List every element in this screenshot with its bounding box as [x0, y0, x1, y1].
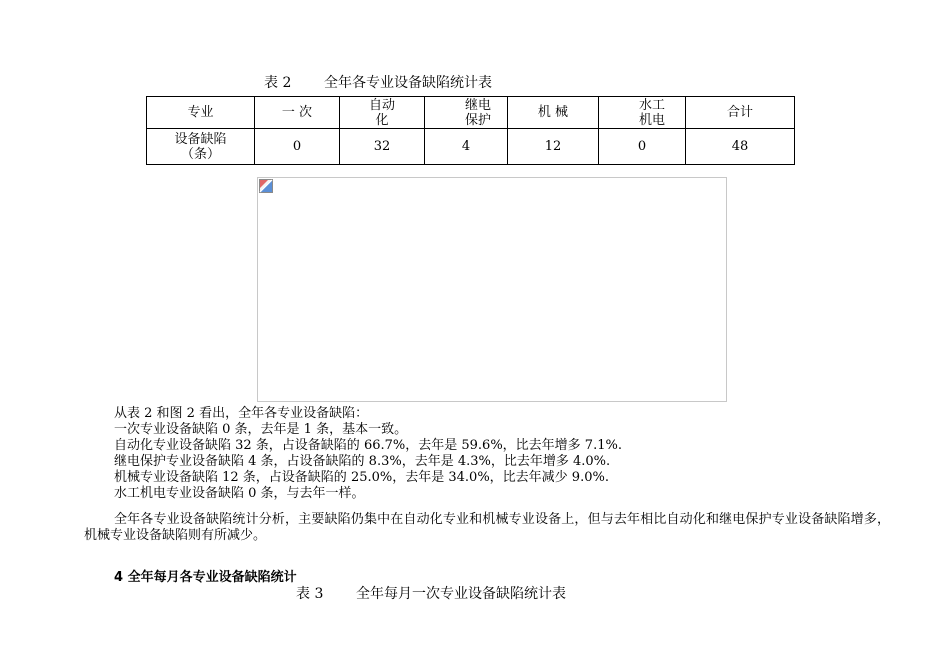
- header-cell: 专业: [147, 97, 255, 129]
- table2-caption-number: 表 2: [264, 75, 292, 91]
- table-row: [147, 129, 795, 165]
- header-cell: 合计: [686, 97, 795, 129]
- table2-defect-stats: [146, 96, 795, 165]
- table2-caption-title: 全年各专业设备缺陷统计表: [324, 75, 492, 91]
- table2-caption: [264, 72, 492, 92]
- row-label-cell: 设备缺陷 （条）: [147, 129, 255, 165]
- figure2-image-placeholder: [257, 177, 727, 402]
- value-cell: 0: [255, 129, 340, 165]
- analysis-summary: 全年各专业设备缺陷统计分析，主要缺陷仍集中在自动化专业和机械专业设备上，但与去年相比自动化和继电保护专业设备缺陷增多，机械专业设备缺陷则有所减少。: [84, 512, 890, 543]
- analysis-item: 一次专业设备缺陷 0 条，去年是 1 条，基本一致。: [114, 422, 408, 437]
- value-cell: 32: [340, 129, 425, 165]
- table3-caption: [296, 583, 566, 603]
- header-cell: 一 次: [255, 97, 340, 129]
- analysis-item: 自动化专业设备缺陷 32 条，占设备缺陷的 66.7%，去年是 59.6%，比去年增多 7.1%.: [114, 438, 622, 453]
- analysis-item: 水工机电专业设备缺陷 0 条，与去年一样。: [114, 486, 365, 501]
- header-cell: 继电 保护: [425, 97, 508, 129]
- value-cell: 12: [508, 129, 599, 165]
- table-header-row: [147, 97, 795, 129]
- table3-caption-number: 表 3: [296, 586, 324, 602]
- header-cell: 机 械: [508, 97, 599, 129]
- analysis-item: 继电保护专业设备缺陷 4 条，占设备缺陷的 8.3%，去年是 4.3%，比去年增多 4.0%.: [114, 454, 611, 469]
- analysis-intro: 从表 2 和图 2 看出，全年各专业设备缺陷：: [114, 406, 369, 421]
- value-cell: 4: [425, 129, 508, 165]
- value-cell: 0: [599, 129, 686, 165]
- value-cell: 48: [686, 129, 795, 165]
- broken-image-icon: [259, 179, 273, 193]
- section-4-heading: 4 全年每月各专业设备缺陷统计: [114, 570, 297, 585]
- header-cell: 水工 机电: [599, 97, 686, 129]
- analysis-item: 机械专业设备缺陷 12 条，占设备缺陷的 25.0%，去年是 34.0%，比去年减少 9.0%.: [114, 470, 609, 485]
- table3-caption-title: 全年每月一次专业设备缺陷统计表: [356, 586, 566, 602]
- header-cell: 自动 化: [340, 97, 425, 129]
